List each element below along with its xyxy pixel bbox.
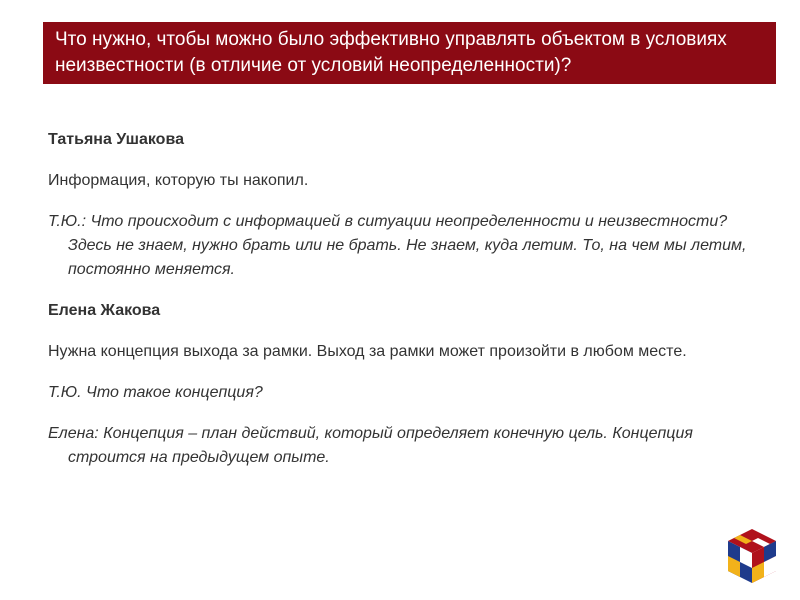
title-bar (43, 22, 776, 84)
speaker-name-1: Татьяна Ушакова (48, 131, 184, 148)
slide-content (48, 128, 760, 487)
cube-logo-icon (724, 527, 780, 585)
speaker-name-2: Елена Жакова (48, 302, 161, 319)
paragraph-1: Информация, которую ты накопил. (48, 172, 309, 189)
paragraph-4: Т.Ю. Что такое концепция? (48, 384, 263, 401)
paragraph-5: Елена: Концепция – план действий, который определяет конечную цель. Концепция строится на предыдущем опыте. (48, 425, 693, 466)
paragraph-3: Нужна концепция выхода за рамки. Выход за рамки может произойти в любом месте. (48, 343, 687, 360)
paragraph-2: Т.Ю.: Что происходит с информацией в ситуации неопределенности и неизвестности? Здесь не знаем, нужно брать или не брать. Не знаем, куда летим. То, на чем мы летим, постоянно меняется. (48, 213, 747, 278)
slide-title: Что нужно, чтобы можно было эффективно управлять объектом в условиях неизвестности (в отличие от условий неопределенности)? (55, 29, 727, 76)
